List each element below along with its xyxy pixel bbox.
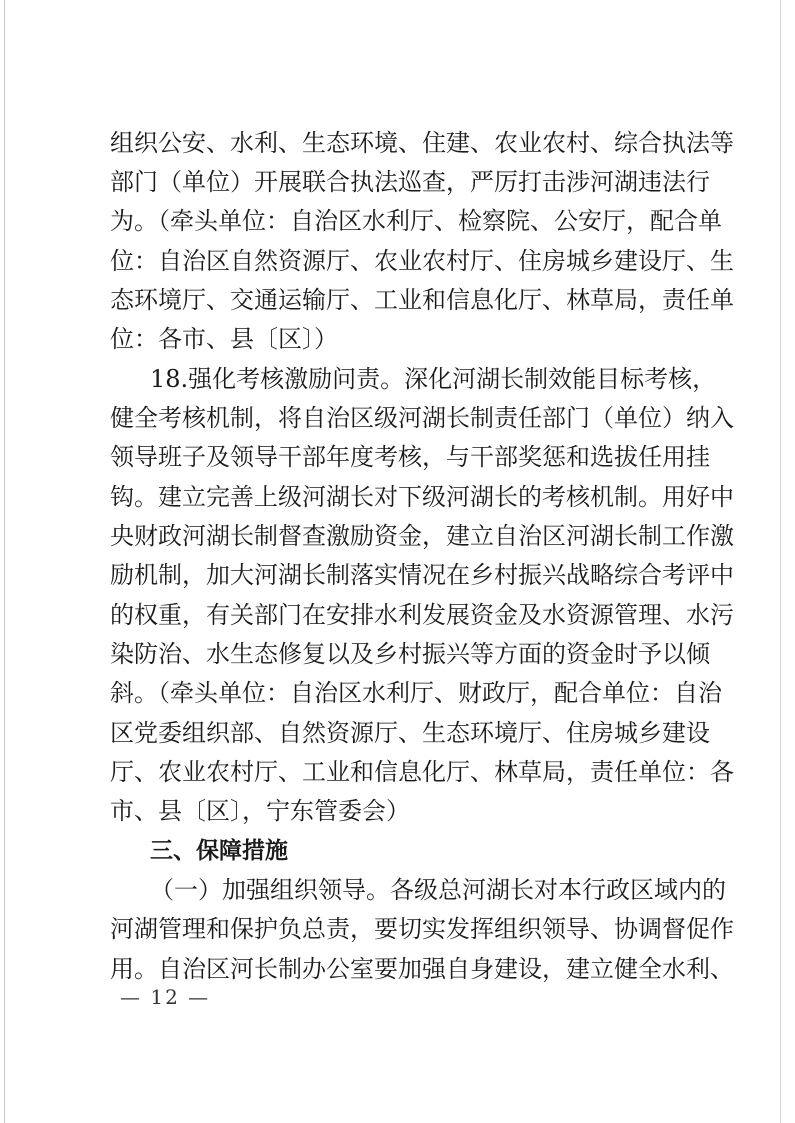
text-line: 为。（牵头单位：自治区水利厅、检察院、公安厅，配合单: [110, 207, 722, 235]
text-line: 组织公安、水利、生态环境、住建、农业农村、综合执法等: [110, 129, 734, 157]
text-line: 斜。（牵头单位：自治区水利厅、财政厅，配合单位：自治: [110, 679, 722, 707]
text-line: 用。自治区河长制办公室要加强自身建设，建立健全水利、: [110, 955, 734, 983]
text-line: 河湖管理和保护负总责，要切实发挥组织领导、协调督促作: [110, 915, 734, 943]
page-left-edge: [4, 0, 5, 1123]
paragraph-start-line: （一）加强组织领导。各级总河湖长对本行政区域内的: [150, 876, 726, 904]
paragraph-start-line: 18.强化考核激励问责。深化河湖长制效能目标考核，: [150, 365, 717, 393]
page-right-edge: [780, 0, 781, 1123]
text-line: 位：自治区自然资源厅、农业农村厅、住房城乡建设厅、生: [110, 247, 734, 275]
text-line: 健全考核机制，将自治区级河湖长制责任部门（单位）纳入: [110, 404, 734, 432]
text-line: 钩。建立完善上级河湖长对下级河湖长的考核机制。用好中: [110, 483, 734, 511]
text-line: 区党委组织部、自然资源厅、生态环境厅、住房城乡建设: [110, 719, 710, 747]
text-line: 态环境厅、交通运输厅、工业和信息化厅、林草局，责任单: [110, 286, 734, 314]
text-line: 的权重，有关部门在安排水利发展资金及水资源管理、水污: [110, 601, 734, 629]
text-line: 染防治、水生态修复以及乡村振兴等方面的资金时予以倾: [110, 640, 710, 668]
section-heading: 三、保障措施: [150, 838, 288, 864]
text-line: 市、县〔区〕，宁东管委会）: [110, 797, 410, 825]
text-line: 部门（单位）开展联合执法巡查，严厉打击涉河湖违法行: [110, 168, 710, 196]
text-line: 领导班子及领导干部年度考核，与干部奖惩和选拔任用挂: [110, 443, 710, 471]
text-line: 央财政河湖长制督查激励资金，建立自治区河湖长制工作激: [110, 522, 734, 550]
page-number: — 12 —: [120, 985, 211, 1009]
text-line: 厅、农业农村厅、工业和信息化厅、林草局，责任单位：各: [110, 758, 734, 786]
text-line: 位：各市、县〔区〕）: [110, 325, 338, 353]
text-line: 励机制，加大河湖长制落实情况在乡村振兴战略综合考评中: [110, 561, 734, 589]
